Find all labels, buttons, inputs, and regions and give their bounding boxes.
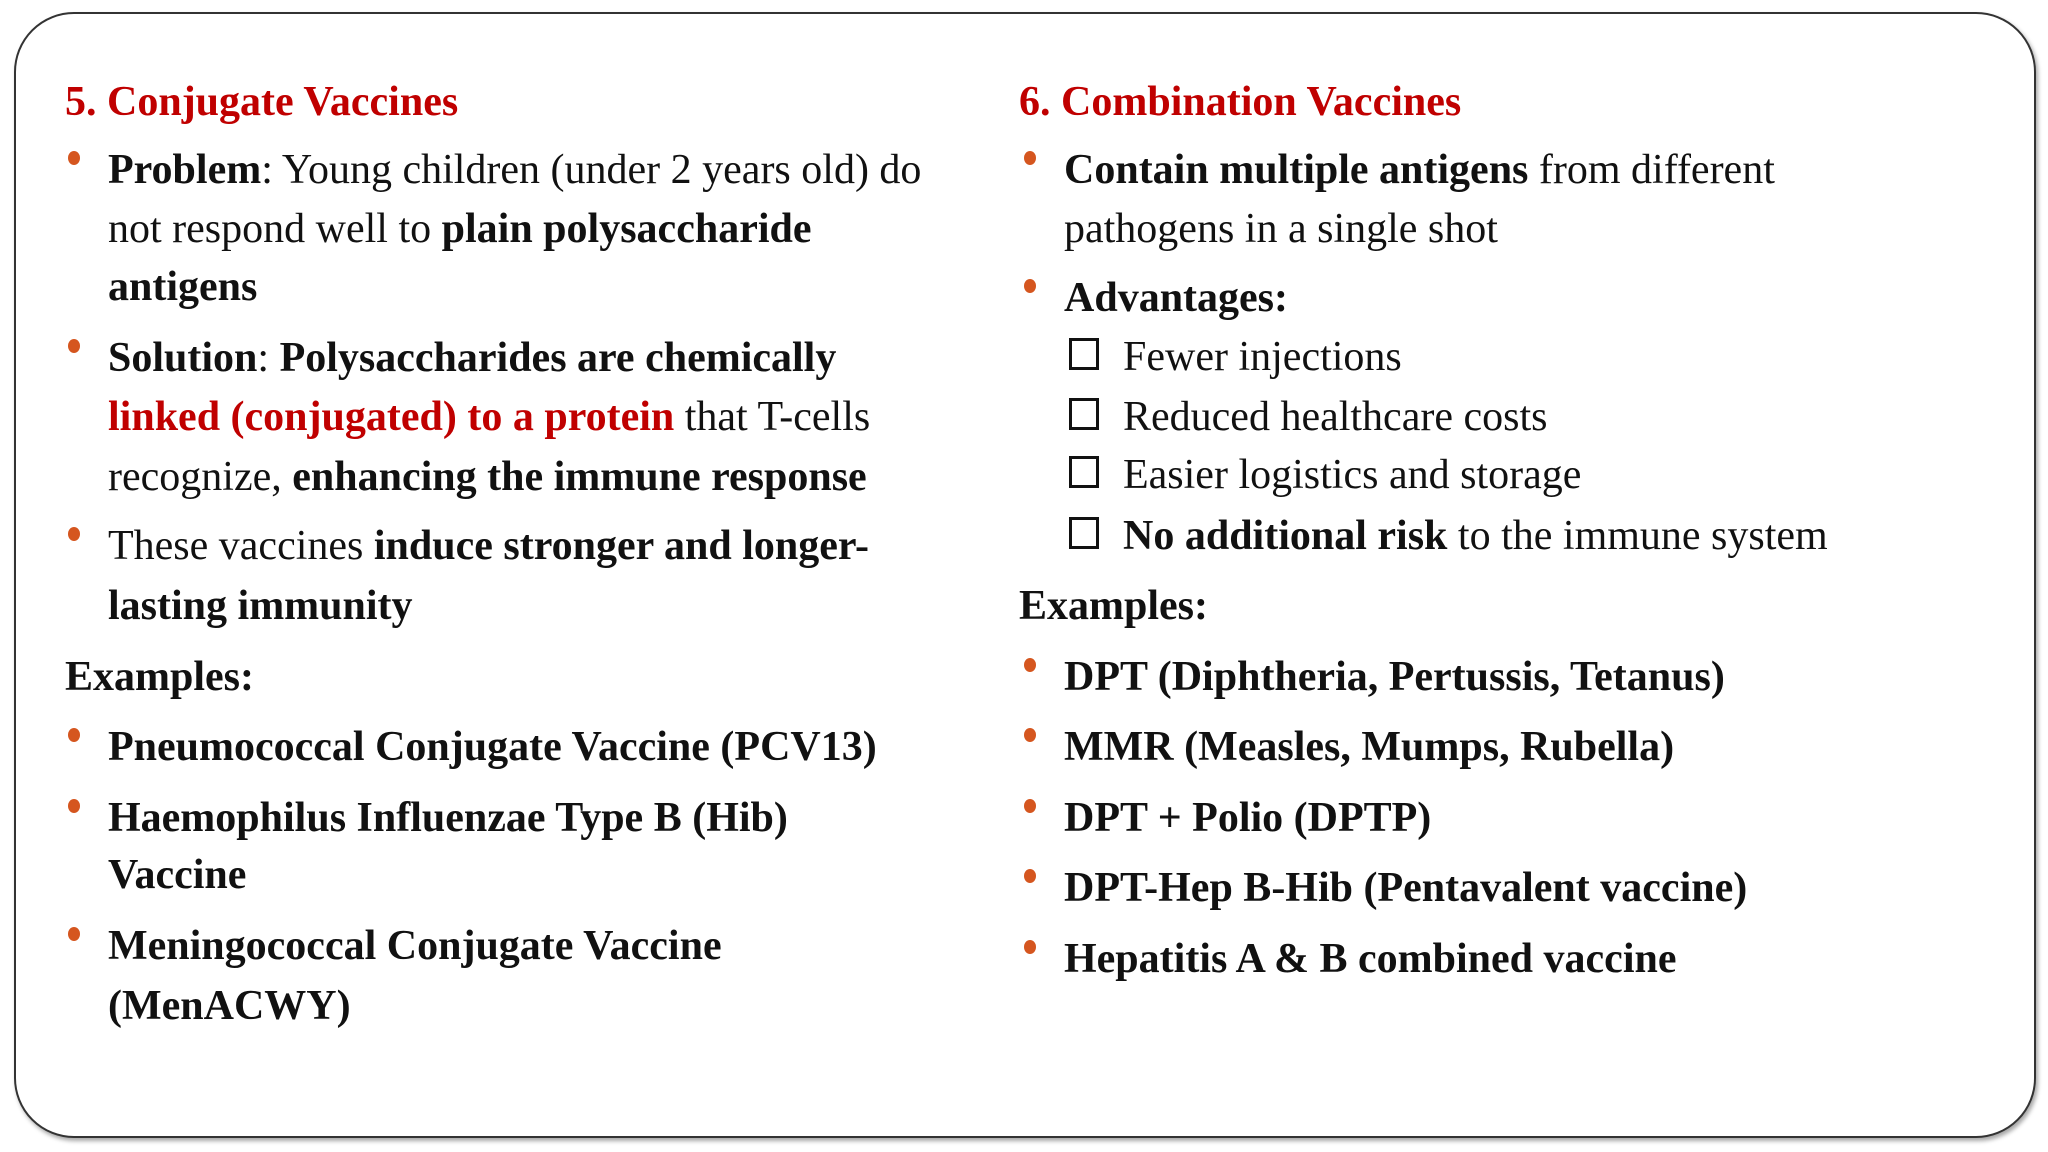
text-segment: Pneumococcal Conjugate Vaccine (PCV13) [108, 724, 877, 770]
text-segment: Reduced healthcare costs [1123, 394, 1548, 440]
example-item-line [1064, 653, 1725, 701]
checkbox-icon [1069, 338, 1099, 370]
text-segment: Contain multiple antigens [1064, 147, 1529, 193]
advantage-item [1123, 333, 1402, 381]
example-item-line [1064, 864, 1747, 912]
advantage-item [1123, 512, 1828, 560]
text-segment: plain polysaccharide [441, 206, 812, 252]
text-segment: Meningococcal Conjugate Vaccine [108, 923, 722, 969]
bullet-icon [68, 151, 80, 165]
bullet-text-line [108, 393, 870, 441]
section-title-combination: 6. Combination Vaccines [1019, 79, 1462, 125]
example-item-line [108, 794, 788, 842]
text-segment: to the immune system [1447, 513, 1828, 559]
examples-label: Examples: [65, 654, 254, 700]
bullet-icon [1024, 940, 1036, 954]
text-segment: induce stronger and longer- [373, 523, 869, 569]
examples-label: Examples: [1019, 583, 1208, 629]
checkbox-icon [1069, 456, 1099, 488]
bullet-icon [1024, 799, 1036, 813]
bullet-icon [1024, 151, 1036, 165]
text-segment: antigens [108, 264, 258, 310]
advantage-item [1123, 393, 1547, 441]
bullet-icon [1024, 658, 1036, 672]
bullet-icon [68, 527, 80, 541]
bullet-text-line [108, 453, 867, 501]
text-segment: DPT + Polio (DPTP) [1064, 795, 1432, 841]
text-segment: Fewer injections [1123, 334, 1402, 380]
text-segment: Solution [108, 335, 258, 381]
text-segment: DPT-Hep B-Hib (Pentavalent vaccine) [1064, 865, 1748, 911]
example-item-line [108, 982, 351, 1030]
text-segment: pathogens in a single shot [1064, 206, 1498, 252]
checkbox-icon [1069, 517, 1099, 549]
text-segment: These vaccines [108, 523, 374, 569]
text-segment: DPT (Diphtheria, Pertussis, Tetanus) [1064, 654, 1725, 700]
bullet-text-line [1064, 205, 1498, 253]
bullet-text-line [1064, 146, 1775, 194]
example-item-line [108, 723, 877, 771]
text-segment: lasting immunity [108, 583, 413, 629]
bullet-icon [1024, 728, 1036, 742]
checkbox-icon [1069, 398, 1099, 430]
bullet-text-line [108, 146, 921, 194]
bullet-text-line [108, 263, 257, 311]
bullet-text-line [108, 582, 413, 630]
text-segment: Easier logistics and storage [1123, 452, 1582, 498]
example-item-line [1064, 794, 1431, 842]
bullet-icon [1024, 279, 1036, 293]
text-segment: Polysaccharides are chemically [279, 335, 837, 381]
text-segment: from different [1528, 147, 1775, 193]
text-segment: : Young children (under 2 years old) do [261, 147, 922, 193]
text-segment: Advantages: [1064, 275, 1289, 321]
text-segment: : [257, 335, 280, 381]
bullet-icon [68, 799, 80, 813]
section-title-conjugate: 5. Conjugate Vaccines [65, 79, 459, 125]
text-segment: No additional risk [1123, 513, 1448, 559]
text-segment: Haemophilus Influenzae Type B (Hib) [108, 795, 788, 841]
example-item-line [1064, 723, 1674, 771]
text-segment: recognize, [108, 454, 293, 500]
bullet-text-line [1064, 274, 1288, 322]
example-item-line [108, 922, 722, 970]
example-item-line [1064, 935, 1677, 983]
text-segment: MMR (Measles, Mumps, Rubella) [1064, 724, 1675, 770]
advantage-item [1123, 451, 1581, 499]
text-segment: Vaccine [108, 852, 247, 898]
text-segment: linked (conjugated) to a protein [108, 394, 675, 440]
text-segment: that T-cells [674, 394, 871, 440]
example-item-line [108, 851, 246, 899]
text-segment: enhancing the immune response [292, 454, 867, 500]
bullet-icon [68, 927, 80, 941]
bullet-text-line [108, 334, 836, 382]
bullet-icon [68, 728, 80, 742]
bullet-text-line [108, 522, 869, 570]
text-segment: Problem [108, 147, 262, 193]
text-segment: (MenACWY) [108, 983, 351, 1029]
bullet-icon [68, 339, 80, 353]
bullet-text-line [108, 205, 812, 253]
text-segment: Hepatitis A & B combined vaccine [1064, 936, 1677, 982]
bullet-icon [1024, 869, 1036, 883]
text-segment: not respond well to [108, 206, 442, 252]
